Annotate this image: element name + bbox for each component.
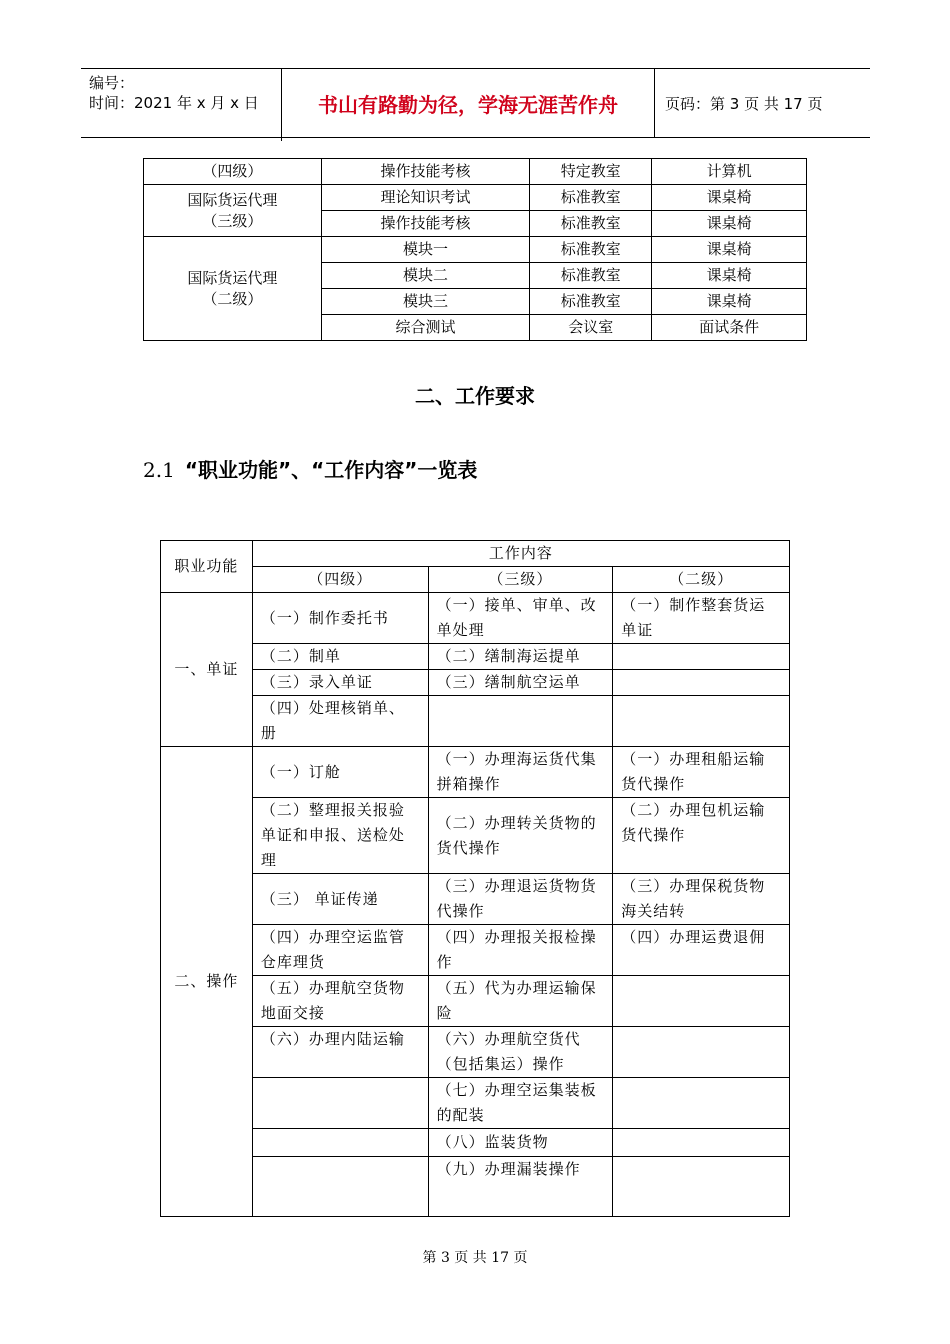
subsection-title [143, 454, 477, 483]
content-cell: （一）接单、审单、改单处理 [428, 593, 613, 644]
exam-cell: 模块三 [321, 289, 530, 315]
content-cell: （三）录入单证 [252, 670, 428, 696]
func-cell: 二、操作 [161, 747, 253, 1217]
level-cell: （四级） [144, 159, 322, 185]
content-cell: （九）办理漏装操作 [428, 1157, 613, 1217]
level-name: 国际货运代理 [187, 268, 278, 287]
level-grade: （二级） [202, 289, 263, 308]
table-row [161, 644, 790, 670]
time-label: 时间：2021 年 x 月 x 日 [89, 94, 259, 112]
content-cell: （六）办理内陆运输 [252, 1027, 428, 1078]
table-row [144, 237, 807, 263]
level-header: （二级） [613, 567, 790, 593]
equip-cell: 课桌椅 [652, 289, 807, 315]
level-header: （四级） [252, 567, 428, 593]
table-row [161, 976, 790, 1027]
content-cell: （一）办理租船运输货代操作 [613, 747, 790, 798]
exam-cell: 模块一 [321, 237, 530, 263]
function-content-table [160, 540, 790, 1217]
exam-cell: 操作技能考核 [321, 159, 530, 185]
content-cell [252, 1157, 428, 1217]
table-header-row [161, 541, 790, 567]
content-cell [613, 696, 790, 747]
table-row [161, 593, 790, 644]
content-cell: （四）办理空运监管仓库理货 [252, 925, 428, 976]
content-cell: （一）订舱 [252, 747, 428, 798]
level-cell [144, 185, 322, 237]
content-cell: （三） 单证传递 [252, 874, 428, 925]
content-cell [613, 1129, 790, 1157]
content-cell: （三）办理退运货物货代操作 [428, 874, 613, 925]
content-cell [428, 696, 613, 747]
table-row [161, 747, 790, 798]
table-row [161, 925, 790, 976]
header-func-cell: 职业功能 [161, 541, 253, 593]
room-cell: 标准教室 [530, 211, 652, 237]
content-cell: （七）办理空运集装板的配装 [428, 1078, 613, 1129]
exam-cell: 模块二 [321, 263, 530, 289]
exam-cell: 综合测试 [321, 315, 530, 341]
table-header-row [161, 567, 790, 593]
motto: 书山有路勤为径，学海无涯苦作舟 [282, 69, 655, 137]
content-cell [252, 1078, 428, 1129]
table-row [161, 1027, 790, 1078]
header-content-cell: 工作内容 [252, 541, 789, 567]
subsection-number: 2.1 [143, 458, 175, 482]
content-cell: （五）办理航空货物地面交接 [252, 976, 428, 1027]
room-cell: 会议室 [530, 315, 652, 341]
table-row [161, 1129, 790, 1157]
page-label: 页码：第 3 页 共 17 页 [665, 94, 823, 113]
content-cell: （三）缮制航空运单 [428, 670, 613, 696]
equip-cell: 课桌椅 [652, 237, 807, 263]
level-header: （三级） [428, 567, 613, 593]
table-row [161, 670, 790, 696]
room-cell: 标准教室 [530, 263, 652, 289]
content-cell: （二）办理包机运输货代操作 [613, 798, 790, 874]
equip-cell: 课桌椅 [652, 263, 807, 289]
content-cell [613, 976, 790, 1027]
content-cell: （八）监装货物 [428, 1129, 613, 1157]
content-cell [613, 1157, 790, 1217]
level-grade: （三级） [202, 211, 263, 230]
content-cell: （二）制单 [252, 644, 428, 670]
content-cell: （二）办理转关货物的货代操作 [428, 798, 613, 874]
section-title: 二、工作要求 [415, 384, 535, 408]
table-row [161, 798, 790, 874]
table-row [161, 1078, 790, 1129]
subsection-text: “职业功能”、“工作内容”一览表 [184, 458, 478, 482]
room-cell: 特定教室 [530, 159, 652, 185]
content-cell: （四）办理报关报检操作 [428, 925, 613, 976]
page-footer: 第 3 页 共 17 页 [422, 1250, 528, 1266]
table-row [161, 696, 790, 747]
content-cell: （四）处理核销单、册 [252, 696, 428, 747]
content-cell [613, 670, 790, 696]
header-meta [81, 69, 282, 141]
content-cell: （一）制作整套货运单证 [613, 593, 790, 644]
equip-cell: 面试条件 [652, 315, 807, 341]
room-cell: 标准教室 [530, 289, 652, 315]
level-name: 国际货运代理 [187, 190, 278, 209]
content-cell [613, 1078, 790, 1129]
content-cell: （一）办理海运货代集拼箱操作 [428, 747, 613, 798]
table-row [161, 1157, 790, 1217]
level-cell [144, 237, 322, 341]
exam-cell: 操作技能考核 [321, 211, 530, 237]
content-cell [613, 1027, 790, 1078]
room-cell: 标准教室 [530, 185, 652, 211]
content-cell [613, 644, 790, 670]
equip-cell: 课桌椅 [652, 211, 807, 237]
content-cell [252, 1129, 428, 1157]
page-header [81, 68, 870, 138]
exam-cell: 理论知识考试 [321, 185, 530, 211]
content-cell: （三）办理保税货物海关结转 [613, 874, 790, 925]
number-label: 编号： [89, 74, 135, 92]
table-row [161, 874, 790, 925]
content-cell: （二）整理报关报验单证和申报、送检处理 [252, 798, 428, 874]
content-cell: （六）办理航空货代（包括集运）操作 [428, 1027, 613, 1078]
exam-facility-table [143, 158, 807, 341]
room-cell: 标准教室 [530, 237, 652, 263]
content-cell: （五）代为办理运输保险 [428, 976, 613, 1027]
content-cell: （四）办理运费退佣 [613, 925, 790, 976]
equip-cell: 课桌椅 [652, 185, 807, 211]
table-row [144, 185, 807, 211]
equip-cell: 计算机 [652, 159, 807, 185]
func-cell: 一、单证 [161, 593, 253, 747]
table-row [144, 159, 807, 185]
content-cell: （一）制作委托书 [252, 593, 428, 644]
content-cell: （二）缮制海运提单 [428, 644, 613, 670]
